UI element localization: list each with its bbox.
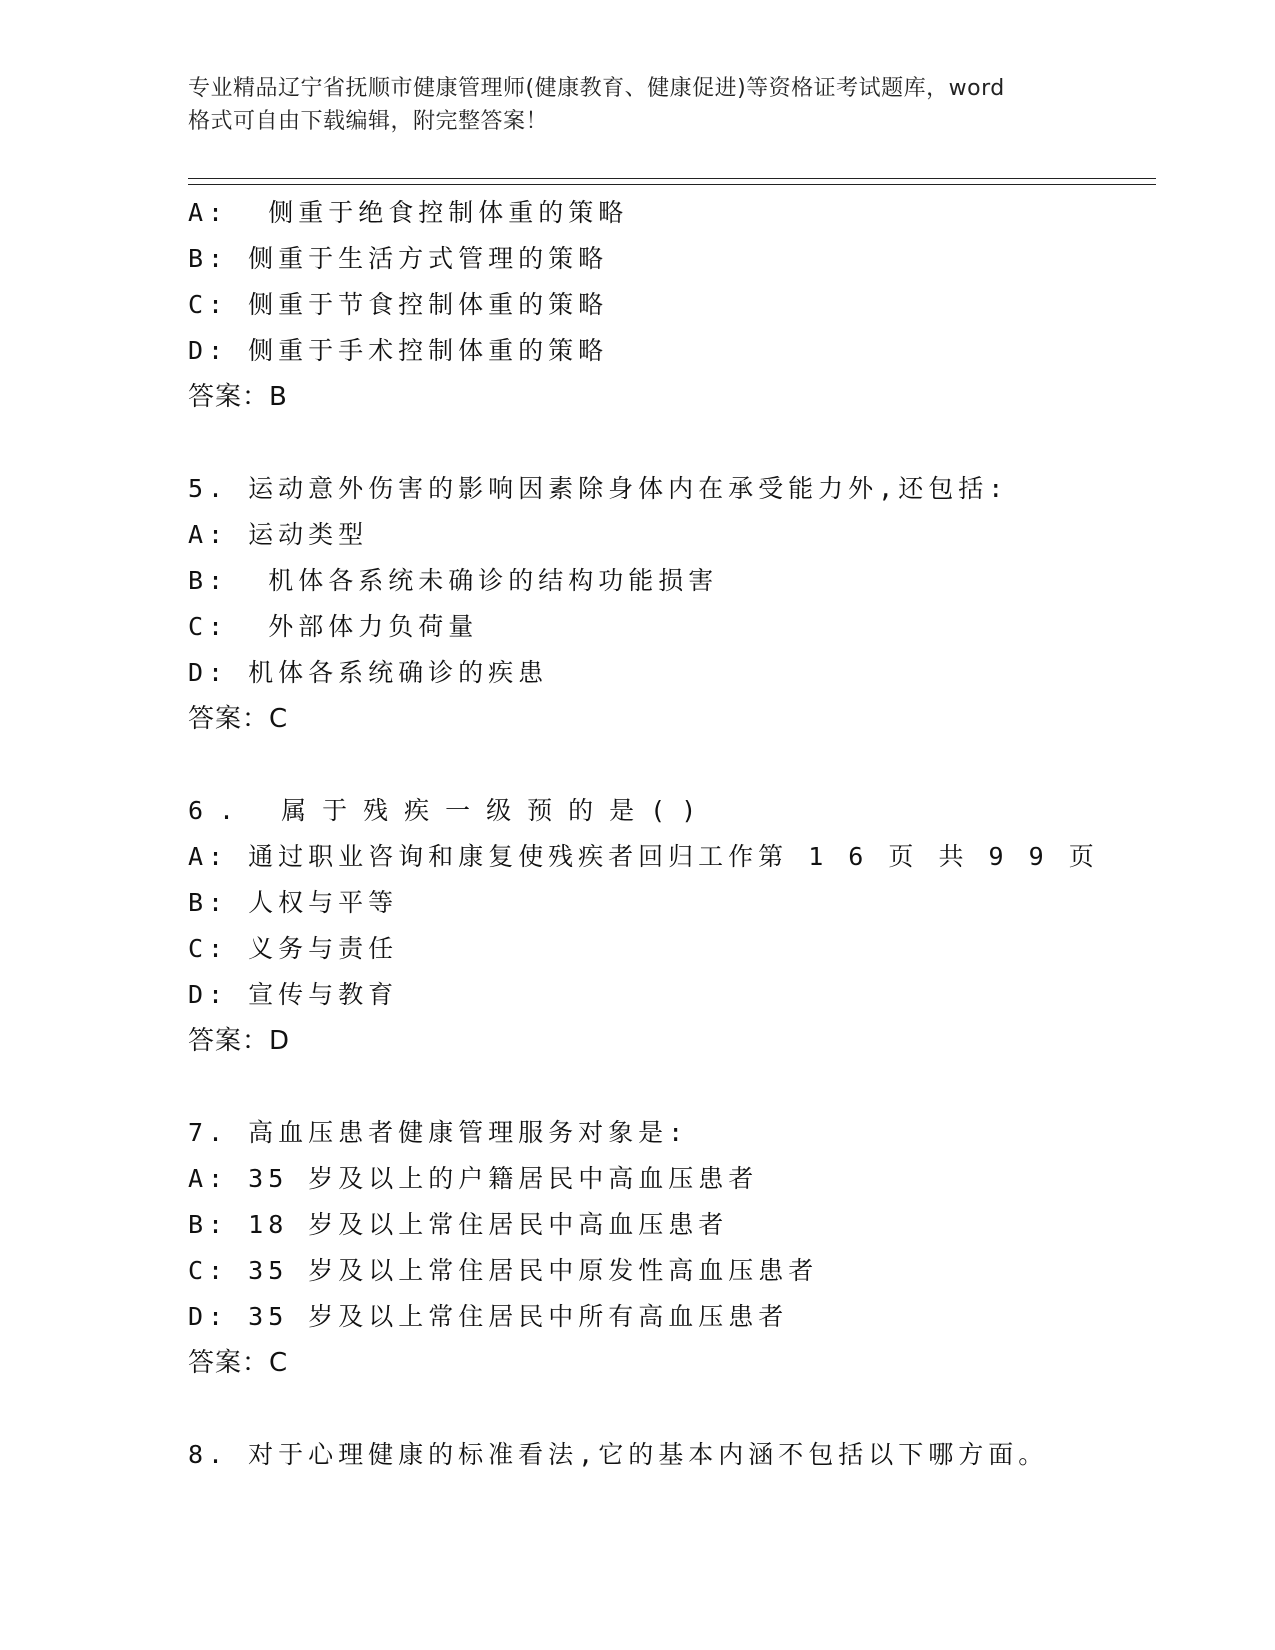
question-6-stem: 6. 属于残疾一级预的是() <box>188 796 713 825</box>
question-6-option-c: C: 义务与责任 <box>188 934 399 963</box>
question-8-block <box>188 1432 1156 1478</box>
question-list <box>188 190 1156 1478</box>
question-6-block <box>188 788 1156 1064</box>
question-5-option-a: A: 运动类型 <box>188 520 369 549</box>
question-spacer <box>188 420 1156 466</box>
question-4-option-a: A: 侧重于绝食控制体重的策略 <box>188 198 629 227</box>
question-7-answer: 答案：C <box>188 1348 289 1378</box>
header-line-1: 专业精品辽宁省抚顺市健康管理师(健康教育、健康促进)等资格证考试题库，word <box>188 76 1005 101</box>
question-4-option-d: D: 侧重于手术控制体重的策略 <box>188 336 609 365</box>
question-6-option-b: B: 人权与平等 <box>188 888 399 917</box>
question-6-option-d: D: 宣传与教育 <box>188 980 399 1009</box>
question-4-answer: 答案：B <box>188 382 288 412</box>
header-line-2: 格式可自由下载编辑，附完整答案！ <box>188 109 549 134</box>
question-8-stem: 8. 对于心理健康的标准看法,它的基本内涵不包括以下哪方面。 <box>188 1440 1049 1469</box>
document-header <box>188 72 1098 138</box>
question-7-option-c: C: 35 岁及以上常住居民中原发性高血压患者 <box>188 1256 819 1285</box>
question-spacer <box>188 1386 1156 1432</box>
question-7-option-d: D: 35 岁及以上常住居民中所有高血压患者 <box>188 1302 789 1331</box>
question-7-option-a: A: 35 岁及以上的户籍居民中高血压患者 <box>188 1164 759 1193</box>
question-5-answer: 答案：C <box>188 704 289 734</box>
question-5-stem: 5. 运动意外伤害的影响因素除身体内在承受能力外,还包括: <box>188 474 1009 503</box>
header-divider-top <box>188 178 1156 179</box>
question-spacer <box>188 742 1156 788</box>
question-6-option-a: A: 通过职业咨询和康复使残疾者回归工作第 1 6 页 共 9 9 页 <box>188 842 1099 871</box>
header-divider-bottom <box>188 184 1156 185</box>
question-6-answer: 答案：D <box>188 1026 291 1056</box>
question-4-option-c: C: 侧重于节食控制体重的策略 <box>188 290 609 319</box>
question-7-stem: 7. 高血压患者健康管理服务对象是: <box>188 1118 689 1147</box>
question-4-option-b: B: 侧重于生活方式管理的策略 <box>188 244 609 273</box>
question-7-block <box>188 1110 1156 1386</box>
question-5-block <box>188 466 1156 742</box>
question-5-option-d: D: 机体各系统确诊的疾患 <box>188 658 549 687</box>
question-7-option-b: B: 18 岁及以上常住居民中高血压患者 <box>188 1210 729 1239</box>
question-5-option-b: B: 机体各系统未确诊的结构功能损害 <box>188 566 719 595</box>
question-spacer <box>188 1064 1156 1110</box>
question-5-option-c: C: 外部体力负荷量 <box>188 612 479 641</box>
question-4-block <box>188 190 1156 420</box>
